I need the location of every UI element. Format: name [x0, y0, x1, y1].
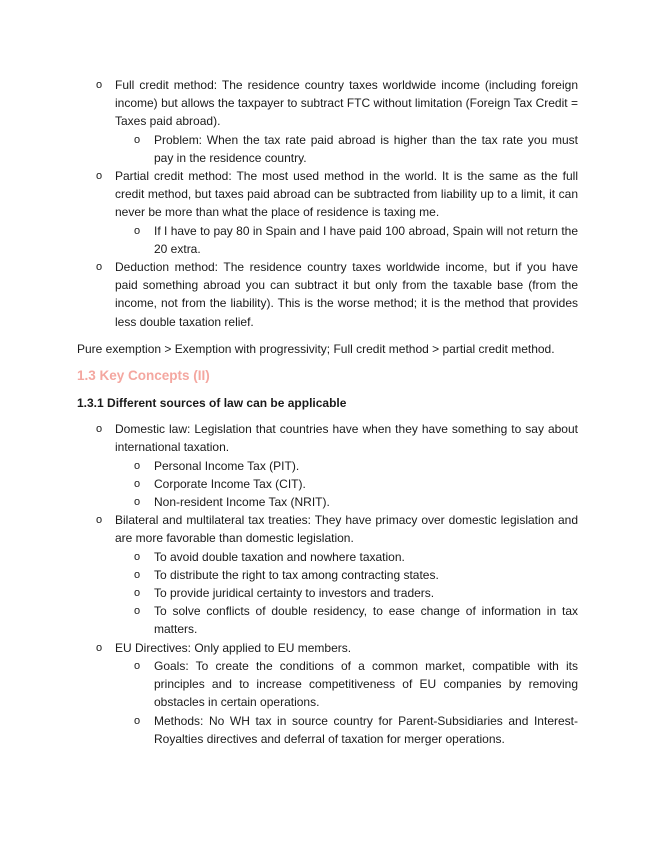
sub-list-item — [115, 222, 578, 258]
bullet-icon: o — [96, 423, 103, 436]
sub-list-item-text: To provide juridical certainty to investors and traders. — [154, 586, 435, 601]
list-item — [77, 639, 578, 748]
sub-list-item-text: To distribute the right to tax among contracting states. — [154, 567, 439, 582]
bullet-icon: o — [96, 79, 103, 91]
sub-list-item — [115, 584, 578, 602]
bullet-icon: o — [134, 496, 141, 509]
list-item — [77, 76, 578, 167]
list-item-text: Domestic law: Legislation that countries have when they have something to say about international taxation. — [115, 422, 578, 455]
sub-list-item-text: Goals: To create the conditions of a common market, compatible with its principles and to increase competitiveness of EU companies by removing obstacles in certain operations. — [154, 658, 578, 710]
sub-list-item-text: Corporate Income Tax (CIT). — [154, 476, 306, 491]
sub-list — [115, 657, 578, 748]
sub-list — [115, 548, 578, 639]
sub-list-item-text: If I have to pay 80 in Spain and I have paid 100 abroad, Spain will not return the 20 extra. — [154, 223, 578, 256]
bullet-icon: o — [96, 641, 103, 654]
bullet-icon: o — [134, 550, 141, 563]
subsection-heading: 1.3.1 Different sources of law can be applicable — [77, 396, 347, 411]
bullet-icon: o — [96, 514, 103, 527]
sub-list-item — [115, 657, 578, 712]
sub-list — [115, 457, 578, 512]
sub-list-item-text: To solve conflicts of double residency, to ease change of information in tax matters. — [154, 604, 578, 637]
list-item-text: Bilateral and multilateral tax treaties: They have primacy over domestic legislation and are more favorable than domestic legislation. — [115, 513, 578, 546]
bullet-icon: o — [134, 568, 141, 581]
list-item-text: Full credit method: The residence country taxes worldwide income (including foreign income) but allows the taxpayer to subtract FTC without limitation (Foreign Tax Credit = Taxes paid abroad). — [115, 78, 578, 129]
sub-list-item-text: Problem: When the tax rate paid abroad is higher than the tax rate you must pay in the residence country. — [154, 132, 578, 165]
summary-line: Pure exemption > Exemption with progressivity; Full credit method > partial credit method. — [77, 341, 555, 356]
list-item — [77, 511, 578, 638]
sub-list-item-text: Non-resident Income Tax (NRIT). — [154, 495, 330, 510]
sub-list — [115, 131, 578, 167]
sub-list-item-text: To avoid double taxation and nowhere taxation. — [154, 549, 405, 564]
list-item — [77, 258, 578, 331]
section-heading: 1.3 Key Concepts (II) — [77, 368, 210, 384]
sub-list-item — [115, 493, 578, 511]
sub-list — [115, 222, 578, 258]
sources-of-law-list — [77, 420, 578, 748]
bullet-icon: o — [134, 587, 141, 600]
tax-methods-list — [77, 76, 578, 331]
list-item — [77, 167, 578, 258]
sub-list-item-text: Personal Income Tax (PIT). — [154, 458, 300, 473]
sub-list-item — [115, 712, 578, 748]
bullet-icon: o — [96, 261, 103, 274]
list-item-text: Deduction method: The residence country taxes worldwide income, but if you have paid something abroad you can subtract it but only from the taxable base (from the income, not from the liability). This is the worse method; it is the method that provides less double taxation relief. — [115, 260, 578, 329]
sub-list-item-text: Methods: No WH tax in source country for Parent-Subsidiaries and Interest-Royalties directives and deferral of taxation for merger operations. — [154, 713, 578, 746]
bullet-icon: o — [134, 659, 141, 672]
bullet-icon: o — [134, 133, 141, 146]
sub-list-item — [115, 457, 578, 475]
bullet-icon: o — [134, 224, 141, 237]
document-body — [77, 76, 578, 748]
bullet-icon: o — [134, 459, 141, 472]
sub-list-item — [115, 566, 578, 584]
sub-list-item — [115, 475, 578, 493]
sub-list-item — [115, 602, 578, 638]
sub-list-item — [115, 548, 578, 566]
sub-list-item — [115, 131, 578, 167]
bullet-icon: o — [134, 714, 141, 727]
list-item-text: EU Directives: Only applied to EU members. — [115, 640, 352, 655]
list-item-text: Partial credit method: The most used method in the world. It is the same as the full credit method, but taxes paid abroad can be subtracted from liability up to a limit, it can never be more than what the place of residence is taxing me. — [115, 169, 578, 220]
list-item — [77, 420, 578, 511]
bullet-icon: o — [96, 170, 103, 183]
bullet-icon: o — [134, 477, 141, 490]
bullet-icon: o — [134, 605, 141, 618]
